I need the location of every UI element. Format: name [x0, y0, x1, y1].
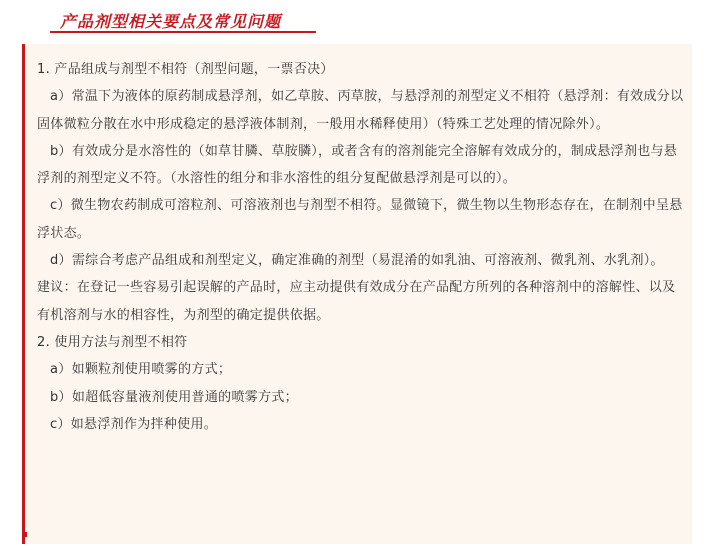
suggestion-paragraph: 建议：在登记一些容易引起误解的产品时，应主动提供有效成分在产品配方所列的各种溶剂中的溶解性、以及有机溶剂与水的相容性，为剂型的确定提供依据。 — [37, 280, 676, 323]
content-text — [37, 56, 687, 438]
section-1-title: 1. 产品组成与剂型不相符（剂型问题，一票否决） — [37, 62, 334, 77]
section-1-item-a: a）常温下为液体的原药制成悬浮剂，如乙草胺、丙草胺，与悬浮剂的剂型定义不相符（悬浮剂：有效成分以固体微粒分散在水中形成稳定的悬浮液体制剂，一般用水稀释使用）（特殊工艺处理的情况除外）。 — [37, 89, 684, 132]
content-box — [22, 44, 692, 544]
section-header — [22, 0, 708, 36]
section-1-item-b: b）有效成分是水溶性的（如草甘膦、草胺膦），或者含有的溶剂能完全溶解有效成分的，制成悬浮剂也与悬浮剂的剂型定义不符。（水溶性的组分和非水溶性的组分复配做悬浮剂是可以的）。 — [37, 143, 678, 187]
section-title: 产品剂型相关要点及常见问题 — [60, 12, 282, 31]
title-underline — [50, 31, 316, 33]
section-2-item-b: b）如超低容量液剂使用普通的喷雾方式； — [50, 389, 298, 405]
corner-marker — [22, 532, 27, 537]
section-2-item-a: a）如颗粒剂使用喷雾的方式； — [50, 362, 232, 378]
section-2-item-c: c）如悬浮剂作为拌种使用。 — [50, 416, 218, 432]
section-2-title: 2. 使用方法与剂型不相符 — [37, 334, 188, 350]
section-1-item-c: c）微生物农药制成可溶粒剂、可溶液剂也与剂型不相符。显微镜下，微生物以生物形态存在，在制剂中呈悬浮状态。 — [37, 198, 683, 241]
section-1-item-d: d）需综合考虑产品组成和剂型定义，确定准确的剂型（易混淆的如乳油、可溶液剂、微乳剂、水乳剂）。 — [50, 253, 664, 269]
